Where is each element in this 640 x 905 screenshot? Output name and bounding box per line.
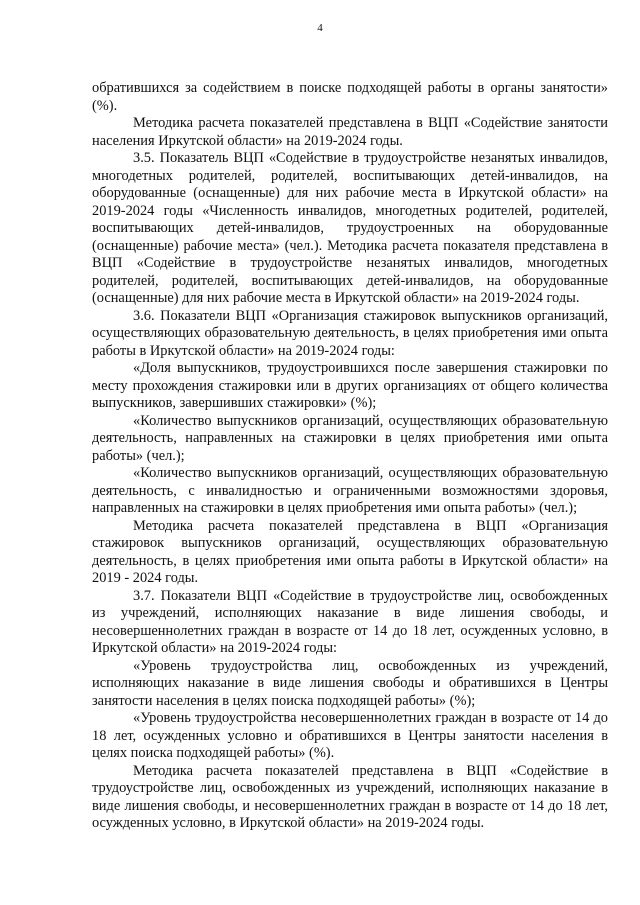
paragraph-continuation: обратившихся за содействием в поиске подходящей работы в органы занятости» (%).	[92, 80, 608, 114]
paragraph-indicator-released-persons: «Уровень трудоустройства лиц, освобожденных из учреждений, исполняющих наказание в виде лишения свободы и обратившихся в Центры занятости населения в целях поиска подходящей работы» (%);	[92, 657, 608, 709]
paragraph-3-6: 3.6. Показатели ВЦП «Организация стажировок выпускников организаций, осуществляющих образовательную деятельность, в целях приобретения ими опыта работы в Иркутской области» на 2019-2024 годы:	[92, 307, 608, 359]
document-body	[92, 80, 608, 833]
paragraph-indicator-count-graduates: «Количество выпускников организаций, осуществляющих образовательную деятельность, направленных на стажировки в целях приобретения ими опыта работы» (чел.);	[92, 412, 608, 464]
paragraph-3-7: 3.7. Показатели ВЦП «Содействие в трудоустройстве лиц, освобожденных из учреждений, исполняющих наказание в виде лишения свободы, и несовершеннолетних граждан в возрасте от 14 до 18 лет, осужденных условно, в Иркутской области» на 2019-2024 годы:	[92, 587, 608, 656]
paragraph-methodology-internships: Методика расчета показателей представлена в ВЦП «Организация стажировок выпускников организаций, осуществляющих образовательную деятельность, в целях приобретения ими опыта работы в Иркутской области» на 2019 - 2024 годы.	[92, 517, 608, 586]
paragraph-methodology-released-minors: Методика расчета показателей представлена в ВЦП «Содействие в трудоустройстве лиц, освобожденных из учреждений, исполняющих наказание в виде лишения свободы, и несовершеннолетних граждан в возрасте от 14 до 18 лет, осужденных условно, в Иркутской области» на 2019-2024 годы.	[92, 762, 608, 831]
paragraph-indicator-share-graduates: «Доля выпускников, трудоустроившихся после завершения стажировки по месту прохождения стажировки или в других организациях от общего количества выпускников, завершивших стажировки» (%);	[92, 360, 608, 411]
paragraph-methodology-employment: Методика расчета показателей представлена в ВЦП «Содействие занятости населения Иркутской области» на 2019-2024 годы.	[92, 115, 608, 149]
paragraph-indicator-count-disabled-graduates: «Количество выпускников организаций, осуществляющих образовательную деятельность, с инвалидностью и ограниченными возможностями здоровья, направленных на стажировки в целях приобретения ими опыта работы» (чел.);	[92, 465, 608, 516]
page-number: 4	[317, 22, 323, 34]
paragraph-indicator-minors: «Уровень трудоустройства несовершеннолетних граждан в возрасте от 14 до 18 лет, осужденных условно и обратившихся в Центры занятости населения в целях поиска подходящей работы» (%).	[92, 710, 608, 761]
paragraph-3-5: 3.5. Показатель ВЦП «Содействие в трудоустройстве незанятых инвалидов, многодетных родителей, родителей, воспитывающих детей-инвалидов, на оборудованные (оснащенные) для них рабочие места в Иркутской области» на 2019-2024 годы «Численность инвалидов, многодетных родителей, родителей, воспитывающих детей-инвалидов, трудоустроенных на оборудованные (оснащенные) рабочие места» (чел.). Методика расчета показателя представлена в ВЦП «Содействие в трудоустройстве незанятых инвалидов, многодетных родителей, родителей, воспитывающих детей-инвалидов, на оборудованные (оснащенные) для них рабочие места в Иркутской области» на 2019-2024 годы.	[92, 150, 608, 306]
